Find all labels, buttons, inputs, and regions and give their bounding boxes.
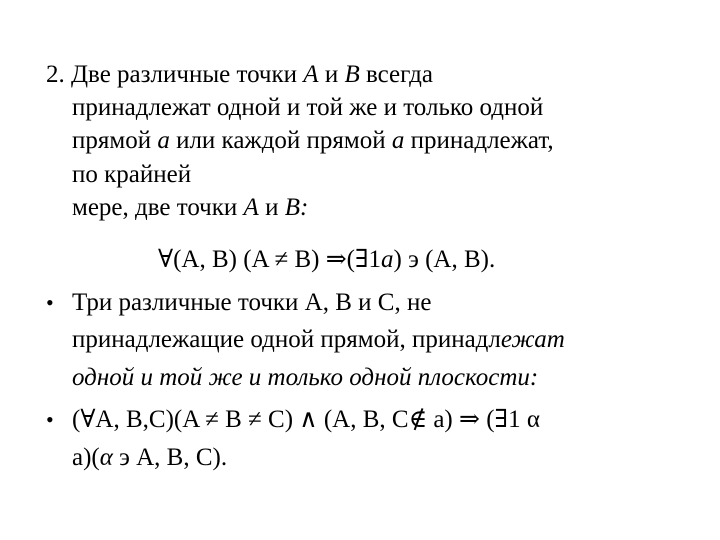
item2-line-2: принадлежат одной и той же и только одной	[72, 94, 544, 121]
bullet2-line-1: (∀A, B,C)(A ≠ B ≠ C) ∧ (A, B, C∉ a) ⇒ (∃1 α	[72, 406, 540, 433]
item2-line-3: прямой a или каждой прямой a принадлежат,	[72, 127, 554, 154]
item2-line-5: мере, две точки A и B:	[72, 194, 309, 221]
bullet-2-marker: •	[46, 407, 54, 432]
bullet2-line-2: a)(α э A, B, C).	[72, 444, 228, 471]
item2-formula: ∀(A, B) (A ≠ B) ⇒(∃1a) э (A, B).	[158, 246, 496, 273]
bullet1-line-2: принадлежащие одной прямой, принадлежат	[72, 326, 565, 353]
bullet1-line-3: одной и той же и только одной плоскости:	[72, 364, 539, 391]
bullet-1-marker: •	[46, 290, 54, 315]
item2-line-4: по крайней	[72, 161, 192, 188]
item2-line-1: 2. Две различные точки A и B всегда	[46, 61, 433, 88]
item2-number: 2.	[46, 61, 65, 88]
bullet1-line-1: Три различные точки A, B и C, не	[72, 289, 432, 316]
